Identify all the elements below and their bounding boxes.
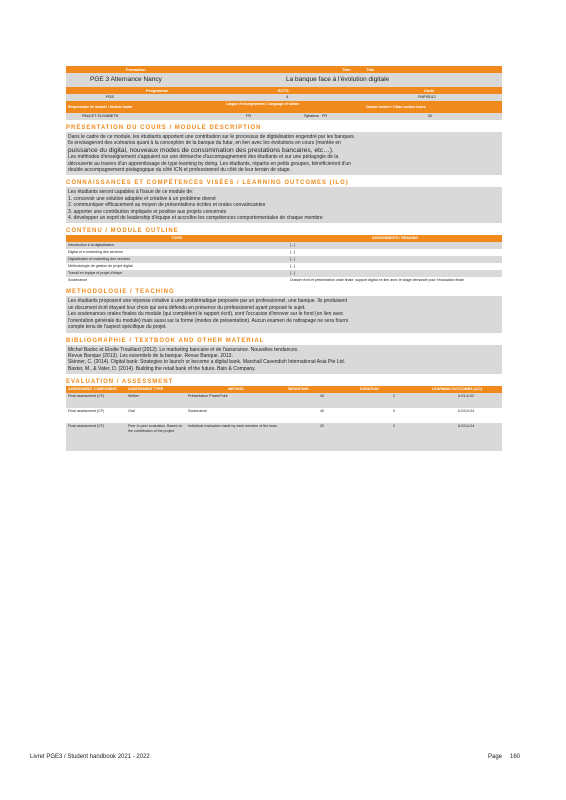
bibliography-text: [66, 345, 502, 375]
presentation-heading: PRÉSENTATION DU COURS / MODULE DESCRIPTION: [66, 125, 262, 131]
table-row: [66, 408, 502, 423]
outline-topic: Travail en équipe et projet d'étape: [66, 270, 288, 277]
eval-type: Oral: [126, 408, 186, 423]
table-row: [66, 270, 502, 277]
syllabus-value: FR: [322, 114, 328, 118]
eval-duration: 0: [358, 423, 430, 451]
outline-assign: [...]: [288, 263, 502, 270]
eval-header-component: ASSESSMENT COMPONENT: [66, 386, 126, 393]
presentation-text: [66, 132, 502, 175]
header-row-programme-labels: [66, 87, 502, 94]
bibliography-line: Revue Banque (2013). Les essentiels de la banque. Revue Banque. 2013.: [68, 352, 233, 359]
outline-topic-header: TOPIC: [66, 235, 288, 242]
outcomes-line: 1. concevoir une solution adaptée et créative à un problème donné: [68, 195, 216, 202]
presentation-line: Les méthodes d'enseignement s'appuient sur une démarche d'accompagnement des étudiants et sur une pédagogie de la: [68, 154, 339, 161]
langue-value: FR: [246, 114, 252, 118]
outcomes-line: 2. communiquer efficacement au moyen de présentations écrites et orales convaincantes: [68, 202, 266, 209]
outcomes-text: [66, 187, 502, 223]
eval-weighting: 40: [286, 408, 358, 423]
eval-ilo: ILO1,ILO2: [430, 393, 502, 408]
volume-value: 30: [428, 114, 433, 118]
outline-assign: Dossier écrit et présentation orale finale, support digital en lien avec le stage demandé pour l'évaluation finale: [288, 277, 502, 284]
evaluation-header-row: [66, 386, 502, 393]
title-label: Titre: [342, 67, 351, 72]
outline-assign: [...]: [288, 242, 502, 249]
eval-weighting: 20: [286, 423, 358, 451]
eval-method: Soutenance: [186, 408, 286, 423]
responsable-value: PAULET ELISABETH: [82, 114, 119, 118]
title-value: La banque face à l'évolution digitale: [286, 76, 390, 83]
outline-assign: [...]: [288, 270, 502, 277]
footer-handbook-label: Livret PGE3 / Student handbook 2021 - 2022: [30, 754, 150, 760]
methodology-text: [66, 296, 502, 332]
eval-ilo: ILO3,ILO4: [430, 423, 502, 451]
outcomes-line: 3. apporter une contribution impliquée et positive aux projets concernés: [68, 208, 227, 215]
header-row-responsable: [66, 113, 502, 120]
outcomes-line: 4. développer un esprit de leadership d'équipe et accroître les compétences comportementales de chaque membre: [68, 215, 323, 222]
formation-value: PGE 3 Alternance Nancy: [90, 76, 162, 83]
methodology-line: Les soutenances orales finales du module (qui complètent le rapport écrit), sont l'occasion d'innover sur le fond (en lien avec: [68, 311, 344, 318]
programme-label: Programme: [146, 88, 169, 93]
eval-type: Peer to peer evaluation. Based on the contribution of the project: [126, 423, 186, 451]
outline-assign: [...]: [288, 249, 502, 256]
methodology-line: Les étudiants proposent une réponse créative à une problématique proposée par un professionnel, une banque. Ils produisent: [68, 298, 348, 305]
eval-header-duration: DURATION: [358, 386, 430, 393]
formation-label: Formation: [126, 67, 146, 72]
eval-duration: 2: [358, 393, 430, 408]
outline-assign: [...]: [288, 256, 502, 263]
footer-page-number: 160: [510, 754, 521, 760]
bibliography-line: Baxter, M., & Vater, D. (2014). Building the retail bank of the future. Bain & Company.: [68, 365, 256, 372]
outline-topic: Méthodologie de gestion de projet digital: [66, 263, 288, 270]
presentation-line: puissance du digital, nouveaux modes de consommation des prestations bancaires, etc…).: [68, 146, 334, 154]
outline-topic: Introduction à la digitalisation: [66, 242, 288, 249]
methodology-line: compte tenu de l'aspect spécifique du projet.: [68, 324, 167, 331]
eval-component: Final assessment (CF): [66, 393, 126, 408]
methodology-heading: METHODOLOGIE / TEACHING: [66, 289, 175, 296]
programme-value: PGE: [106, 95, 115, 99]
outline-header-row: [66, 235, 502, 242]
ects-label: ECTS: [278, 88, 289, 93]
presentation-line: Dans le cadre de ce module, les étudiants apportent une contribution sur le processus de digitalisation engendré par les banques.: [68, 134, 356, 140]
eval-type: Written: [126, 393, 186, 408]
bibliography-line: Michel Badoc et Elodie Trouillard (2012). Le marketing bancaire et de l'assurance. Nouvelles tendances.: [68, 346, 299, 353]
eval-header-ilo: LEARNING OUTCOMES (ILO): [430, 386, 502, 393]
methodology-line: l'orientation générale du module) mais aussi sur la forme (modes de présentation). Aucun examen de rattrapage ne sera fourni: [68, 317, 348, 324]
evaluation-heading: EVALUATION / ASSESSMENT: [66, 379, 174, 386]
eval-method: Présentation PowerPoint: [186, 393, 286, 408]
syllabus-page: [66, 66, 502, 451]
bibliography-heading: BIBLIOGRAPHIE / TEXTBOOK AND OTHER MATERIAL: [66, 337, 265, 344]
syllabus-label: Syllabus:: [304, 114, 320, 118]
langue-label: Langue d'enseignement / Language of tuition: [226, 102, 299, 106]
eval-header-weighting: WEIGHTING: [286, 386, 358, 393]
code-value: FMFIS012: [418, 95, 436, 99]
outline-topic: Digital et e-marketing des services: [66, 249, 288, 256]
responsable-label: Responsable de module / Module leader: [68, 105, 133, 109]
eval-header-method: METHOD: [186, 386, 286, 393]
eval-header-type: ASSESSMENT TYPE: [126, 386, 186, 393]
header-row-responsable-labels: [66, 101, 502, 113]
page-footer: [30, 754, 524, 764]
eval-method: Individual evaluation made by each member of the team: [186, 423, 286, 451]
eval-component: Final assessment (CF): [66, 423, 126, 451]
header-row-title: [66, 73, 502, 87]
footer-page-label: Page: [488, 754, 503, 760]
outline-topic: Soutenance: [66, 277, 288, 284]
presentation-line: Ils envisageront des scénarios quant à la conception de la banque du futur, en lien avec les évolutions en cours (montée en: [68, 140, 341, 147]
eval-duration: 0: [358, 408, 430, 423]
methodology-line: un document écrit étayant leur choix qui sera défendu en présence du professionnel ayant proposé le sujet.: [68, 304, 306, 311]
presentation-line: découverte au travers d'un apprentissage de type learning by doing. Les étudiants, répartis en petits groupes, bénéficieront d'un: [68, 160, 351, 167]
table-row: [66, 256, 502, 263]
outcomes-line: Les étudiants seront capables à l'issue de ce module de:: [68, 189, 194, 196]
table-row: [66, 242, 502, 249]
eval-component: Final assessment (CF): [66, 408, 126, 423]
ects-value: 4: [286, 95, 289, 99]
volume-label: Volume horaire / Class contact hours: [366, 105, 426, 109]
table-row: [66, 263, 502, 270]
table-row: [66, 249, 502, 256]
content-heading: CONTENU / MODULE OUTLINE: [66, 228, 179, 235]
code-label: Code: [424, 88, 434, 93]
outline-assign-header: ASSIGNMENTS / READING: [288, 235, 502, 242]
eval-ilo: ILO3,ILO4: [430, 408, 502, 423]
outline-topic: Digitalisation et marketing des services: [66, 256, 288, 263]
title-en-label: Title: [366, 67, 375, 72]
table-row: [66, 277, 502, 284]
outline-table: [66, 235, 502, 284]
header-row-labels: [66, 66, 502, 73]
bibliography-line: Skinner, C. (2014). Digital bank: Strategies to launch or become a digital bank. Marshall Cavendish International Asia Pte Ltd.: [68, 359, 346, 366]
table-row: [66, 393, 502, 408]
evaluation-table: [66, 386, 502, 451]
table-row: [66, 423, 502, 451]
presentation-line: double accompagnement pédagogique du côté ICN et professionnel du côté de leur terrain de stage.: [68, 167, 291, 174]
eval-weighting: 40: [286, 393, 358, 408]
outcomes-heading: CONNAISSANCES ET COMPÉTENCES VISÉES / LEARNING OUTCOMES (ILO): [66, 180, 349, 187]
header-row-programme: [66, 94, 502, 101]
